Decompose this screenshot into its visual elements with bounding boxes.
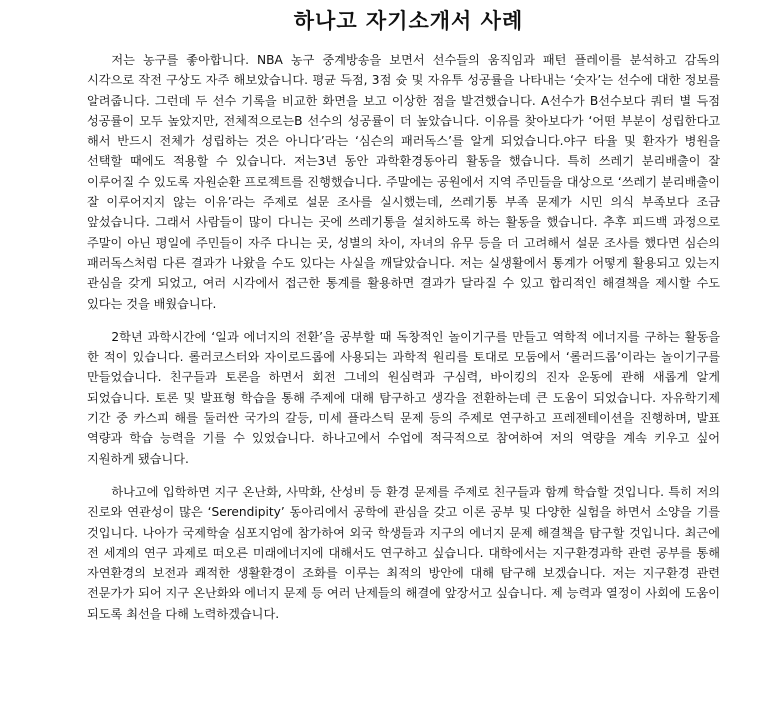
document-title: 하나고 자기소개서 사례 (293, 9, 524, 33)
paragraph-future-plans: 하나고에 입학하면 지구 온난화, 사막화, 산성비 등 환경 문제를 주제로 친구들과 함께 학습할 것입니다. 특히 저의 진로와 연관성이 많은 ‘Serendipity’ 동아리에서 공학에 관심을 갖고 이론 공부 및 다양한 실험을 하면서 소양을 기를 것입니다. 나아가 국제학술 심포지엄에 참가하여 외국 학생들과 지구의 에너지 문제 해결책을 탐구할 것입니다. 최근에 전 세계의 연구 과제로 떠오른 미래에너지에 대해서도 연구하고 싶습니다. 대학에서는 지구환경과학 관련 공부를 통해 자연환경의 보전과 쾌적한 생활환경이 조화를 이루는 최적의 방안에 대해 탐구해 보겠습니다. 저는 지구환경 관련 전문가가 되어 지구 온난화와 에너지 문제 등 여러 난제들의 해결에 앞장서고 싶습니다. 제 능력과 열정이 사회에 도움이 되도록 최선을 다해 노력하겠습니다. (87, 484, 720, 621)
paragraph-science-class: 2학년 과학시간에 ‘일과 에너지의 전환’을 공부할 때 독창적인 놀이기구를 만들고 역학적 에너지를 구하는 활동을 한 적이 있습니다. 롤러코스터와 자이로드롭에 사용되는 과학적 원리를 토대로 모둠에서 ‘롤러드롭’이라는 놀이기구를 만들었습니다. 친구들과 토론을 하면서 회전 그네의 원심력과 구심력, 바이킹의 진자 운동에 관해 새롭게 알게 되었습니다. 토론 및 발표형 학습을 통해 주제에 대해 탐구하고 생각을 전환하는데 큰 도움이 되었습니다. 자유학기제 기간 중 카스피 해를 둘러싼 국가의 갈등, 미세 플라스틱 문제 등의 주제로 연구하고 프레젠테이션을 진행하며, 발표 역량과 학습 능력을 기를 수 있었습니다. 하나고에서 수업에 적극적으로 참여하여 저의 역량을 계속 키우고 싶어 지원하게 됐습니다. (87, 329, 720, 466)
paragraph-statistics: 저는 농구를 좋아합니다. NBA 농구 중계방송을 보면서 선수들의 움직임과 패턴 플레이를 분석하고 감독의 시각으로 작전 구상도 자주 해보았습니다. 평균 득점, 3점 슛 및 자유투 성공률을 나타내는 ‘숫자’는 선수에 대한 정보를 알려줍니다. 그런데 두 선수 기록을 비교한 화면을 보고 이상한 점을 발견했습니다. A선수가 B선수보다 쿼터 별 득점 성공률이 모두 높았지만, 전체적으로는B 선수의 성공률이 더 높았습니다. 이유를 찾아보다가 ‘어떤 부분이 성립한다고 해서 반드시 전체가 성립하는 것은 아니다’라는 ‘심슨의 패러독스’를 알게 되었습니다.야구 타율 및 환자가 병원을 선택할 때에도 적용할 수 있습니다. 저는3년 동안 과학환경동아리 활동을 했습니다. 특히 쓰레기 분리배출이 잘 이루어질 수 있도록 자원순환 프로젝트를 진행했습니다. 주말에는 공원에서 지역 주민들을 대상으로 ‘쓰레기 분리배출이 잘 이루어지지 않는 이유’라는 주제로 설문 조사를 실시했는데, 쓰레기통 부족 문제가 시민 의식 부족보다 조금 앞섰습니다. 그래서 사람들이 많이 다니는 곳에 쓰레기통을 설치하도록 하는 활동을 했습니다. 추후 피드백 과정으로 주말이 아닌 평일에 주민들이 자주 다니는 곳, 성별의 차이, 자녀의 유무 등을 더 고려해서 설문 조사를 했다면 심슨의 패러독스처럼 다른 결과가 나왔을 수도 있다는 사실을 깨달았습니다. 저는 실생활에서 통계가 어떻게 활용되고 있는지 관심을 갖게 되었고, 여러 시각에서 접근한 통계를 활용하면 결과가 달라질 수 있고 합리적인 해결책을 제시할 수도 있다는 것을 배웠습니다. (87, 53, 720, 311)
